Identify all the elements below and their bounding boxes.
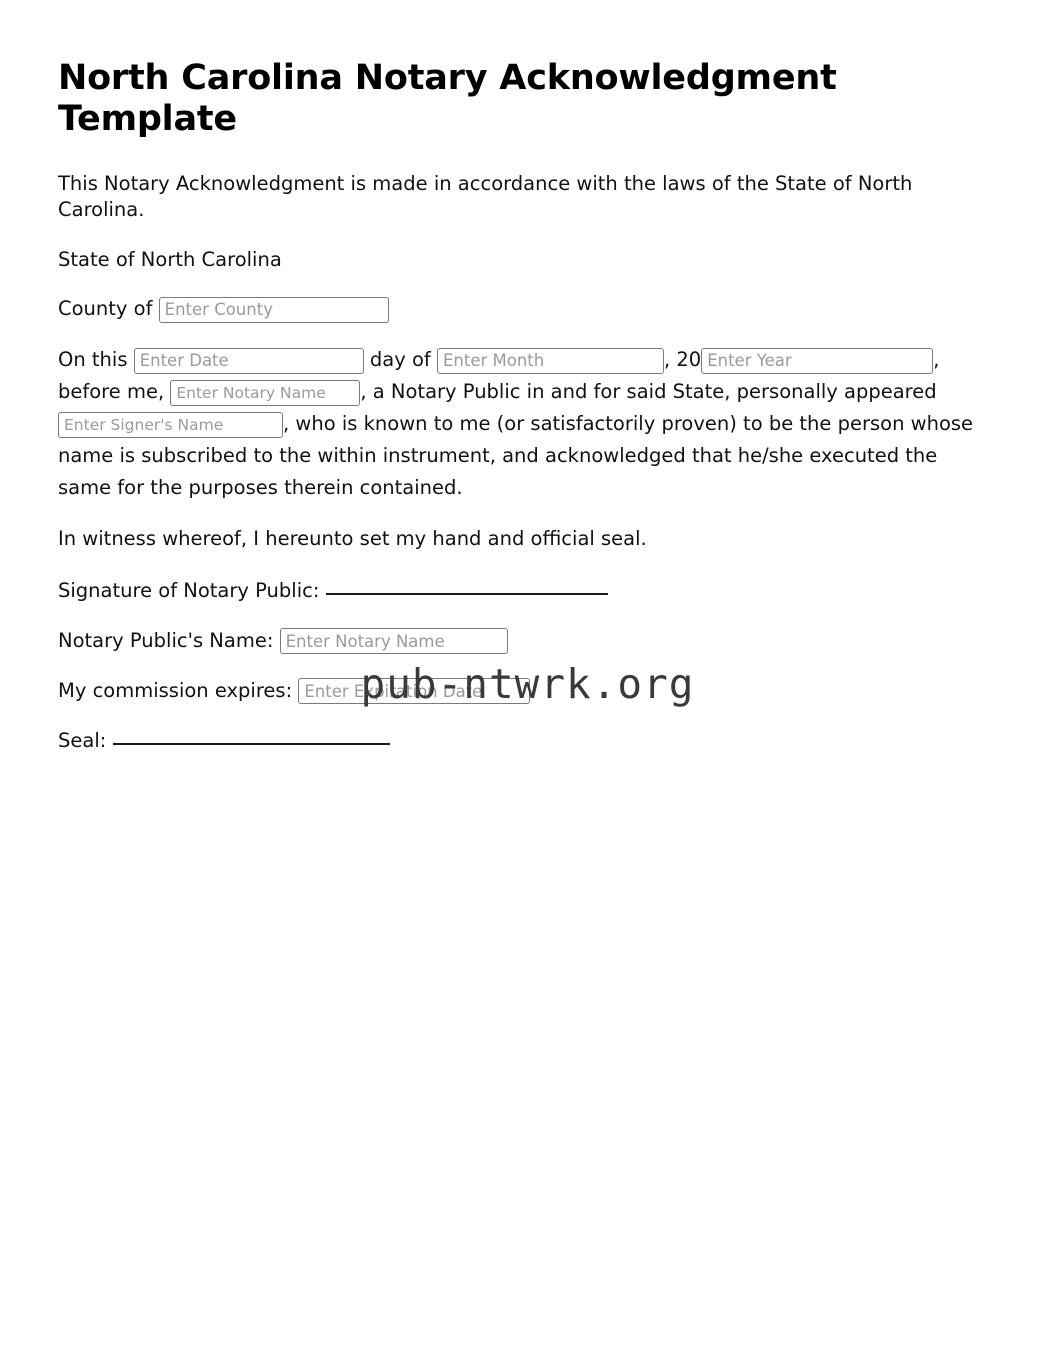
notary-public-clause-label: , a Notary Public in and for said State, personally appeared xyxy=(360,380,937,404)
notary-name-row xyxy=(58,626,995,656)
county-field-row xyxy=(58,294,995,324)
seal-rule xyxy=(113,743,390,745)
signer-name-input[interactable] xyxy=(58,412,283,438)
signature-row xyxy=(58,576,995,606)
county-label: County of xyxy=(58,297,153,321)
commission-label: My commission expires: xyxy=(58,678,293,702)
notary-name-inline-input[interactable] xyxy=(170,380,360,406)
county-input[interactable] xyxy=(159,297,389,323)
notary-name-input[interactable] xyxy=(280,628,508,654)
comma-before-me-label: , before me, xyxy=(58,348,940,404)
acknowledgment-paragraph xyxy=(58,344,995,504)
state-line: State of North Carolina xyxy=(58,247,282,271)
notary-name-label: Notary Public's Name: xyxy=(58,628,274,652)
commission-expires-row xyxy=(58,676,995,706)
date-input[interactable] xyxy=(134,348,364,374)
signature-rule xyxy=(326,593,608,595)
comma-twenty-label: , 20 xyxy=(663,348,702,372)
month-input[interactable] xyxy=(437,348,664,374)
witness-line: In witness whereof, I hereunto set my hand and official seal. xyxy=(58,527,647,551)
seal-label: Seal: xyxy=(58,728,107,752)
site-watermark: pub-ntwrk.org xyxy=(360,660,695,708)
signature-label: Signature of Notary Public: xyxy=(58,578,320,602)
on-this-label: On this xyxy=(58,348,128,372)
intro-paragraph: This Notary Acknowledgment is made in accordance with the laws of the State of North Carolina. xyxy=(58,171,913,222)
day-of-label: day of xyxy=(369,348,431,372)
expiration-date-input[interactable] xyxy=(298,678,530,704)
seal-row xyxy=(58,726,995,756)
year-input[interactable] xyxy=(701,348,933,374)
known-clause-label: , who is known to me (or satisfactorily proven) to be the person whose name is subscribed to the within instrument, and acknowledged that he/she executed the same for the purposes therein contained. xyxy=(58,412,974,500)
page-title: North Carolina Notary Acknowledgment Template xyxy=(58,58,837,140)
